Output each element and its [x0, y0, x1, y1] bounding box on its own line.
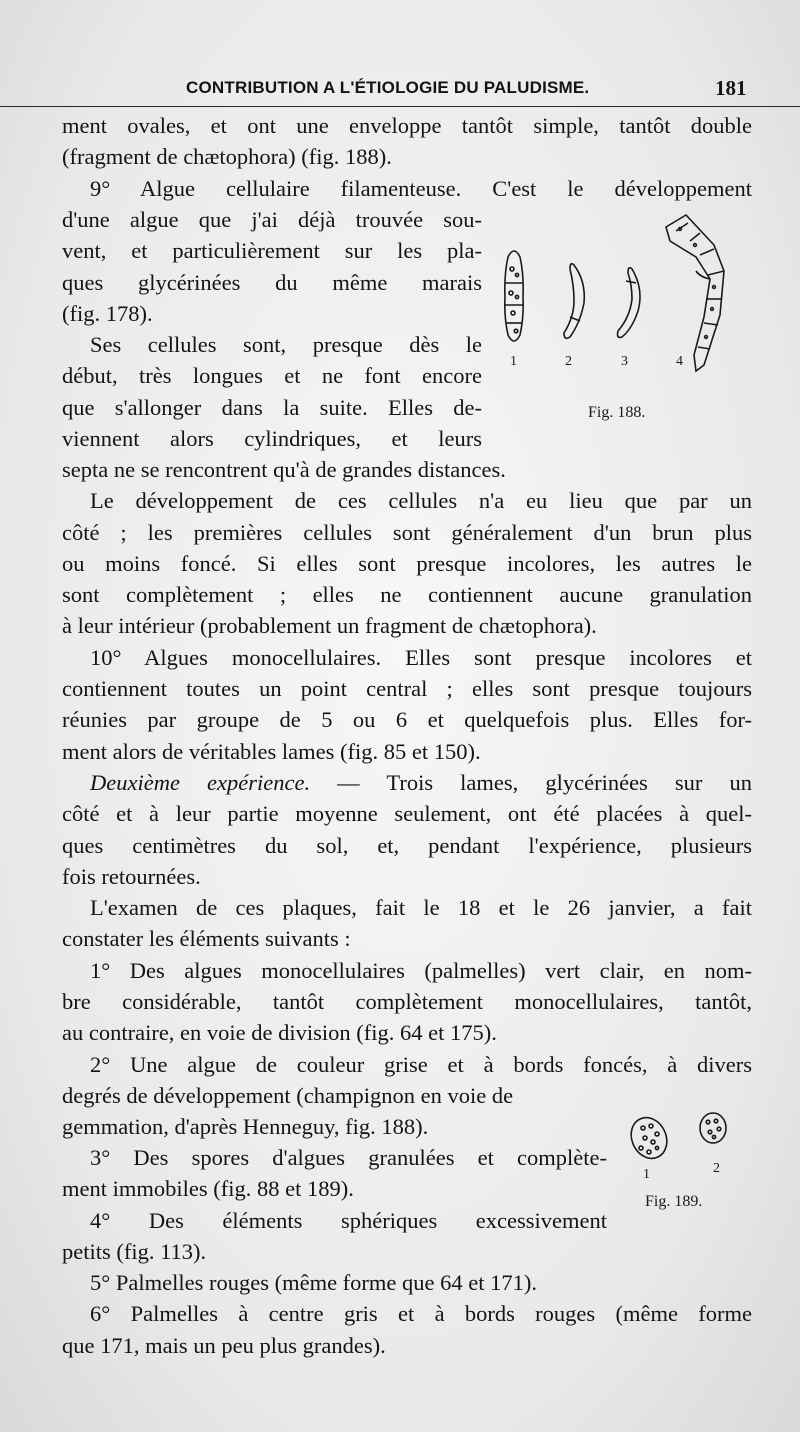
- text-line: à leur intérieur (probablement un fragment de chætophora).: [62, 613, 597, 639]
- text-line: au contraire, en voie de division (fig. 64 et 175).: [62, 1020, 497, 1046]
- figure-188-label-3: 3: [621, 354, 628, 369]
- text-line: Ses cellules sont, presque dès le: [90, 332, 482, 358]
- figure-188-caption: Fig. 188.: [588, 404, 646, 421]
- text-line: fois retournées.: [62, 863, 201, 889]
- text-line: ment ovales, et ont une enveloppe tantôt simple, tantôt double: [62, 113, 752, 138]
- figure-189-label-1: 1: [643, 1167, 650, 1182]
- text-line: septa ne se rencontrent qu'à de grandes distances.: [62, 457, 506, 482]
- text-block-algae: [62, 204, 482, 454]
- text-block-spores: [62, 1142, 607, 1267]
- figure-188-label-1: 1: [510, 354, 517, 369]
- text-line: 3° Des spores d'algues granulées et complète-: [90, 1145, 607, 1170]
- figure-188-cell-1: [505, 251, 523, 341]
- text-line: ment alors de véritables lames (fig. 85 et 150).: [62, 738, 481, 764]
- text-line: 5° Palmelles rouges (même forme que 64 et 171).: [90, 1270, 538, 1295]
- text-line: 1° Des algues monocellulaires (palmelles) vert clair, en nom-: [90, 957, 752, 983]
- text-line: (fig. 178).: [62, 300, 153, 326]
- text-block-intro: [62, 110, 752, 204]
- text-line: 9° Algue cellulaire filamenteuse. C'est le développement: [90, 175, 752, 201]
- text-line: ques centimètres du sol, et, pendant l'expérience, plusieurs: [62, 832, 752, 858]
- running-header: [0, 76, 800, 107]
- figure-189: [615, 1106, 755, 1216]
- figure-189-caption: Fig. 189.: [645, 1193, 703, 1210]
- text-line: d'une algue que j'ai déjà trouvée sou-: [62, 207, 482, 232]
- page-number: 181: [715, 76, 747, 100]
- text-line: que 171, mais un peu plus grandes).: [62, 1332, 386, 1358]
- text-line: début, très longues et ne font encore: [62, 363, 482, 389]
- text-line: Le développement de ces cellules n'a eu lieu que par un: [90, 488, 752, 514]
- text-line: 2° Une algue de couleur grise et à bords foncés, à divers: [90, 1051, 752, 1077]
- text-line: (fragment de chætophora) (fig. 188).: [62, 144, 392, 170]
- text-line: sont complètement ; elles ne contiennent aucune granulation: [62, 582, 752, 608]
- text-line: côté ; les premières cellules sont généralement d'un brun plus: [62, 519, 752, 545]
- text-line: que s'allonger dans la suite. Elles de-: [62, 394, 482, 420]
- figure-188-cell-3: [618, 268, 641, 338]
- text-line: degrés de développement (champignon en voie de: [62, 1082, 514, 1108]
- text-line: gemmation, d'après Henneguy, fig. 188).: [62, 1114, 429, 1140]
- text-line: ment immobiles (fig. 88 et 189).: [62, 1176, 354, 1202]
- text-line: L'examen de ces plaques, fait le 18 et le 26 janvier, a fait: [90, 895, 752, 921]
- figure-189-label-2: 2: [713, 1161, 720, 1176]
- text-line: vent, et particulièrement sur les pla-: [62, 238, 482, 264]
- text-line: [62, 767, 752, 798]
- text-line: 6° Palmelles à centre gris et à bords rouges (même forme: [90, 1301, 752, 1327]
- section-heading: Deuxième expérience.: [90, 769, 311, 795]
- text-line: contiennent toutes un point central ; elles sont presque toujours: [62, 676, 752, 702]
- figure-188-label-2: 2: [565, 354, 572, 369]
- text-line: 10° Algues monocellulaires. Elles sont presque incolores et: [90, 644, 752, 670]
- text-line: bre considérable, tantôt complètement monocellulaires, tantôt,: [62, 989, 752, 1015]
- text-line: 4° Des éléments sphériques excessivement: [90, 1207, 607, 1233]
- text-block-end: [62, 1267, 752, 1361]
- figure-188-cell-4: [666, 215, 724, 371]
- figure-188-label-4: 4: [676, 354, 683, 369]
- running-title: CONTRIBUTION A L'ÉTIOLOGIE DU PALUDISME.: [186, 78, 590, 97]
- text-line: ques glycérinées du même marais: [62, 269, 482, 295]
- text-line: viennent alors cylindriques, et leurs: [62, 426, 482, 452]
- text-line: ou moins foncé. Si elles sont presque incolores, les autres le: [62, 550, 752, 576]
- figure-188-cell-2: [564, 264, 584, 339]
- text-block-main: [62, 454, 752, 1143]
- text-line: côté et à leur partie moyenne seulement, ont été placées à quel-: [62, 801, 752, 827]
- text-line: petits (fig. 113).: [62, 1238, 207, 1264]
- text-span: — Trois lames, glycérinées sur un: [310, 769, 752, 795]
- figure-189-spore-2: [700, 1113, 726, 1143]
- figure-188: [490, 205, 752, 435]
- figure-189-spore-1: [625, 1112, 674, 1164]
- text-line: constater les éléments suivants :: [62, 926, 351, 952]
- text-line: réunies par groupe de 5 ou 6 et quelquefois plus. Elles for-: [62, 707, 752, 733]
